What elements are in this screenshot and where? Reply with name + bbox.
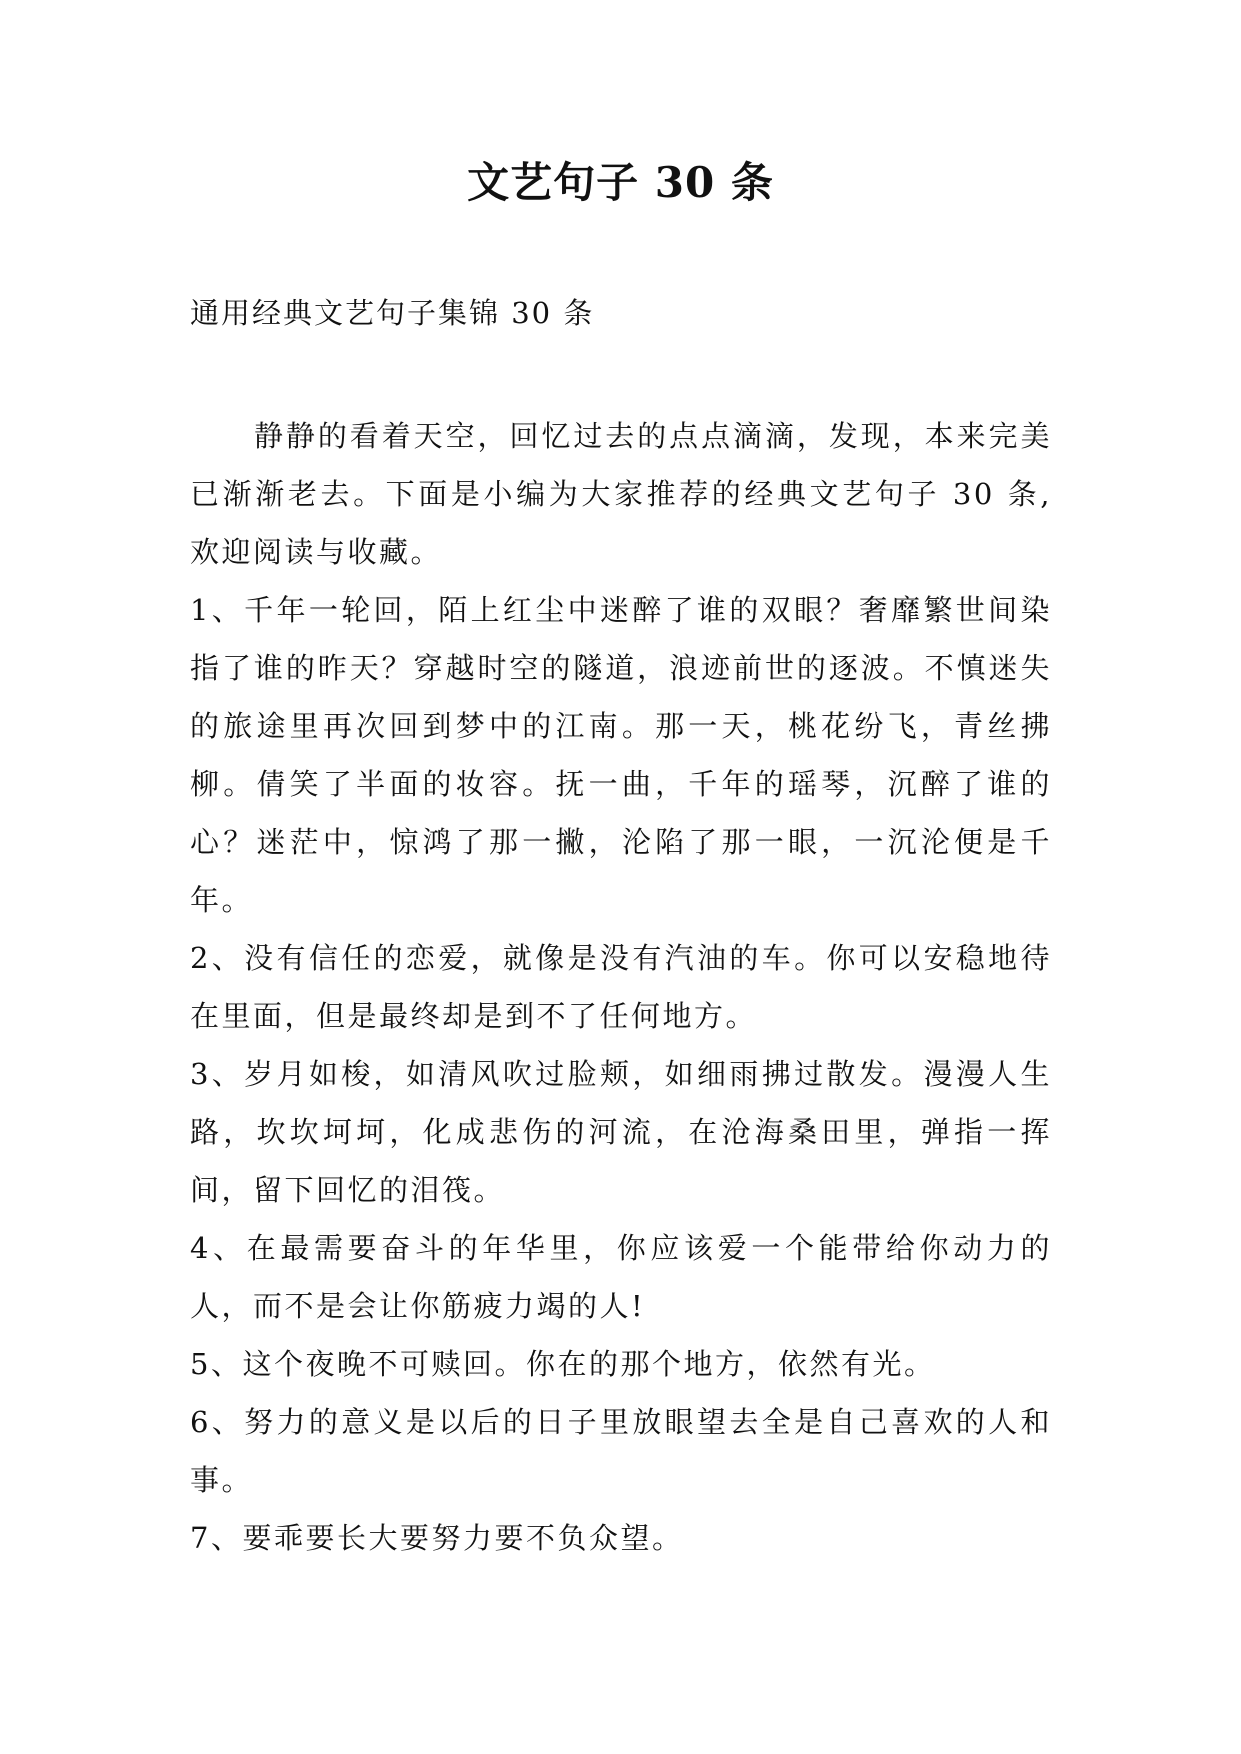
list-item: 5、这个夜晚不可赎回。你在的那个地方，依然有光。 bbox=[190, 1347, 936, 1381]
intro-paragraph: 静静的看着天空，回忆过去的点点滴滴，发现，本来完美已渐渐老去。下面是小编为大家推荐的经典文艺句子 30 条,欢迎阅读与收藏。 bbox=[190, 419, 1052, 569]
list-item: 7、要乖要长大要努力要不负众望。 bbox=[190, 1521, 684, 1555]
list-item: 6、努力的意义是以后的日子里放眼望去全是自己喜欢的人和事。 bbox=[190, 1405, 1052, 1497]
document-subtitle: 通用经典文艺句子集锦 30 条 bbox=[190, 296, 595, 330]
list-item: 2、没有信任的恋爱，就像是没有汽油的车。你可以安稳地待在里面，但是最终却是到不了任何地方。 bbox=[190, 941, 1052, 1033]
document-body bbox=[190, 407, 1052, 1567]
page-title: 文艺句子 30 条 bbox=[467, 158, 774, 207]
list-item: 3、岁月如梭，如清风吹过脸颊，如细雨拂过散发。漫漫人生路，坎坎坷坷，化成悲伤的河流，在沧海桑田里，弹指一挥间，留下回忆的泪筏。 bbox=[190, 1057, 1052, 1207]
list-item: 1、千年一轮回，陌上红尘中迷醉了谁的双眼？奢靡繁世间染指了谁的昨天？穿越时空的隧道，浪迹前世的逐波。不慎迷失的旅途里再次回到梦中的江南。那一天，桃花纷飞，青丝拂柳。倩笑了半面的妆容。抚一曲，千年的瑶琴，沉醉了谁的心？迷茫中，惊鸿了那一撇，沦陷了那一眼，一沉沦便是千年。 bbox=[190, 593, 1052, 917]
list-item: 4、在最需要奋斗的年华里，你应该爱一个能带给你动力的人，而不是会让你筋疲力竭的人! bbox=[190, 1231, 1052, 1323]
